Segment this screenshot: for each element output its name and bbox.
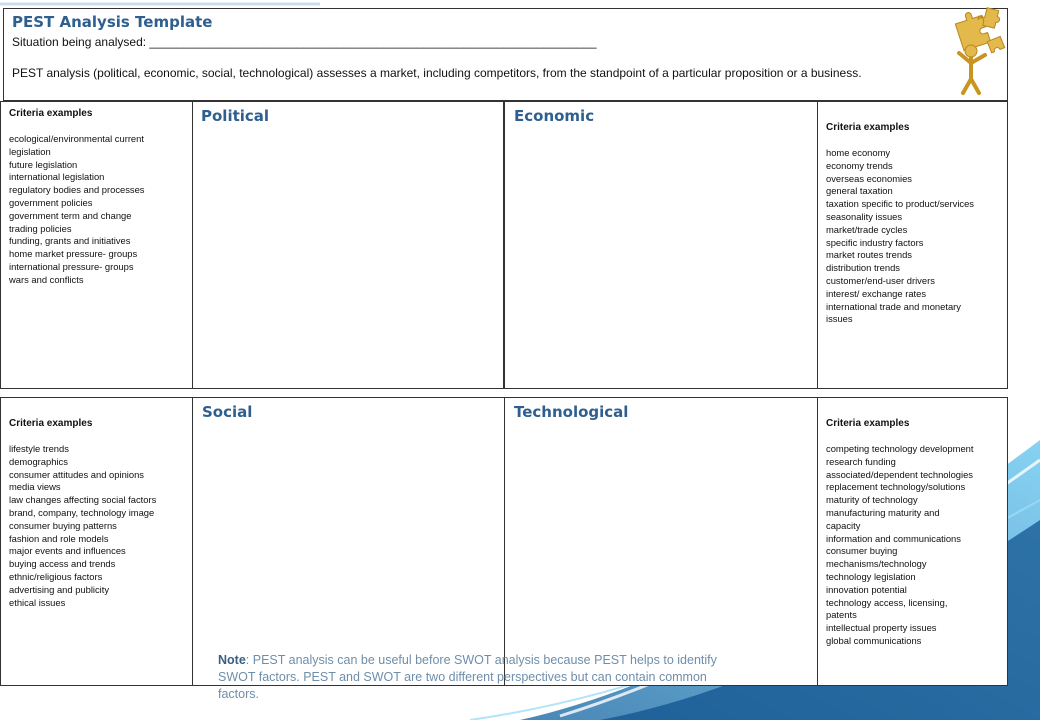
economic-criteria-item: economy trends <box>826 159 893 171</box>
criteria-heading: Criteria examples <box>826 122 910 133</box>
technological-criteria-item: information and communications <box>826 532 961 544</box>
political-criteria-item: ecological/environmental current <box>9 133 144 144</box>
technological-criteria-item: associated/dependent technologies <box>826 468 973 480</box>
economic-criteria-list <box>826 147 974 326</box>
political-title: Political <box>201 107 270 125</box>
page-title: PEST Analysis Template <box>12 13 213 31</box>
social-criteria-item: buying access and trends <box>9 558 116 570</box>
technological-criteria-item: competing technology development <box>826 443 974 454</box>
political-criteria-box <box>0 101 193 389</box>
technological-criteria-item: consumer buying <box>826 545 898 557</box>
note <box>218 652 718 703</box>
social-criteria-item: law changes affecting social factors <box>9 494 157 506</box>
description: PEST analysis (political, economic, social, technological) assesses a market, including competitors, from the standpoint of a particular proposition or a business. <box>12 66 862 80</box>
technological-criteria-item: technology access, licensing, <box>826 596 948 608</box>
technological-criteria-item: mechanisms/technology <box>826 558 927 570</box>
economic-criteria-item: distribution trends <box>826 262 900 274</box>
note-text: : PEST analysis can be useful before SWOT analysis because PEST helps to identify SWOT factors. PEST and SWOT are two different perspectives but can contain common factors. <box>218 653 717 701</box>
situation-line: Situation being analysed: ___________________________________________________________________ <box>12 35 597 49</box>
social-criteria-item: major events and influences <box>9 545 126 557</box>
technological-criteria-item: research funding <box>826 455 896 467</box>
social-criteria-list <box>9 443 156 609</box>
social-title: Social <box>202 403 253 421</box>
criteria-heading: Criteria examples <box>9 418 93 429</box>
economic-criteria-item: seasonality issues <box>826 210 903 222</box>
political-criteria-item: wars and conflicts <box>9 273 84 285</box>
economic-criteria-item: issues <box>826 313 853 325</box>
technological-criteria-item: replacement technology/solutions <box>826 481 966 493</box>
economic-title: Economic <box>514 107 595 125</box>
technological-criteria-item: manufacturing maturity and <box>826 506 940 518</box>
social-criteria-box <box>0 397 193 686</box>
political-quadrant <box>192 101 504 389</box>
political-criteria-item: legislation <box>9 145 51 157</box>
social-criteria-item: consumer attitudes and opinions <box>9 468 144 480</box>
economic-criteria-item: international trade and monetary <box>826 300 961 312</box>
technological-criteria-item: innovation potential <box>826 583 907 595</box>
technological-title: Technological <box>514 403 629 421</box>
economic-criteria-item: taxation specific to product/services <box>826 198 974 210</box>
social-criteria-item: ethical issues <box>9 596 66 608</box>
economic-criteria-item: market/trade cycles <box>826 223 908 235</box>
puzzle-figure-icon <box>945 5 1011 97</box>
social-criteria-item: consumer buying patterns <box>9 519 117 531</box>
economic-criteria-item: home economy <box>826 147 891 158</box>
economic-criteria-box <box>817 101 1008 389</box>
note-label: Note <box>218 653 246 667</box>
social-criteria-item: fashion and role models <box>9 532 109 544</box>
economic-criteria-item: overseas economies <box>826 172 912 184</box>
political-criteria-item: future legislation <box>9 158 78 170</box>
criteria-heading: Criteria examples <box>9 108 93 119</box>
political-criteria-item: government policies <box>9 196 93 208</box>
social-quadrant <box>192 397 505 686</box>
technological-criteria-box <box>817 397 1008 686</box>
economic-criteria-item: interest/ exchange rates <box>826 287 927 299</box>
economic-quadrant <box>504 101 818 389</box>
economic-criteria-item: customer/end-user drivers <box>826 274 935 286</box>
technological-quadrant <box>504 397 818 686</box>
economic-criteria-item: general taxation <box>826 185 893 197</box>
technological-criteria-item: maturity of technology <box>826 494 918 506</box>
economic-criteria-item: market routes trends <box>826 249 912 261</box>
social-criteria-item: demographics <box>9 455 68 467</box>
political-criteria-item: home market pressure- groups <box>9 248 138 260</box>
criteria-heading: Criteria examples <box>826 418 910 429</box>
economic-criteria-item: specific industry factors <box>826 236 924 248</box>
header-box <box>3 8 1008 101</box>
technological-criteria-item: technology legislation <box>826 570 916 582</box>
political-criteria-item: trading policies <box>9 222 72 234</box>
technological-criteria-item: capacity <box>826 519 861 531</box>
social-criteria-item: advertising and publicity <box>9 583 110 595</box>
political-criteria-item: international pressure- groups <box>9 260 134 272</box>
political-criteria-item: regulatory bodies and processes <box>9 184 145 196</box>
technological-criteria-item: global communications <box>826 634 922 646</box>
social-criteria-item: brand, company, technology image <box>9 506 155 518</box>
political-criteria-item: funding, grants and initiatives <box>9 235 131 247</box>
technological-criteria-list <box>826 443 974 648</box>
political-criteria-item: international legislation <box>9 171 105 183</box>
political-criteria-item: government term and change <box>9 209 132 221</box>
technological-criteria-item: intellectual property issues <box>826 622 937 634</box>
technological-criteria-item: patents <box>826 609 857 621</box>
social-criteria-item: lifestyle trends <box>9 443 69 454</box>
political-criteria-list <box>9 133 145 287</box>
social-criteria-item: media views <box>9 481 61 493</box>
social-criteria-item: ethnic/religious factors <box>9 570 103 582</box>
